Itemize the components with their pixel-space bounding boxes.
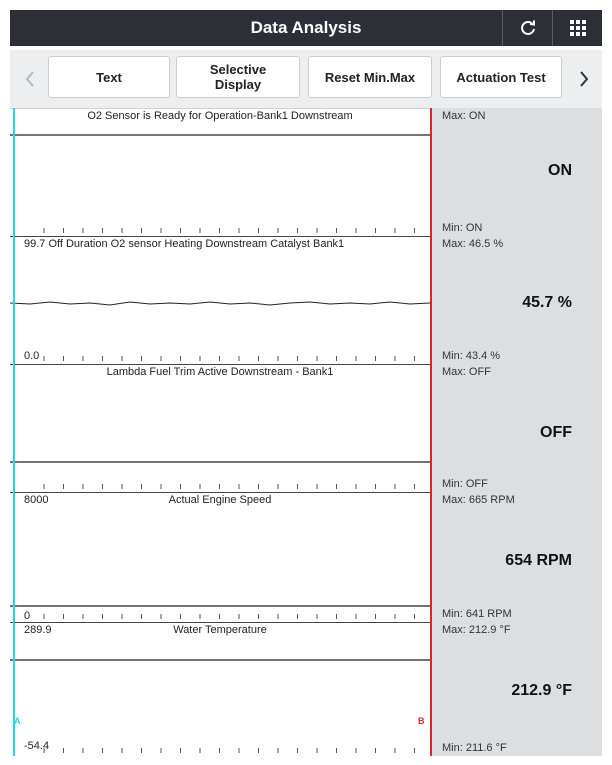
tick-marks [44,748,415,753]
scale-min: 0 [24,610,31,622]
actuation-test-button-label: Actuation Test [456,69,546,85]
graph-area[interactable] [10,622,430,756]
min-value: Min: 43.4 % [442,350,501,362]
reset-min-max-button-label: Reset Min.Max [324,69,416,85]
graph-plot [10,364,430,492]
scale-max: 289.9 [24,624,52,636]
current-value: 45.7 % [522,294,572,311]
graph-plot [10,492,430,622]
chevron-left-icon [24,70,36,88]
min-value: Min: ON [442,222,483,234]
app-header [10,10,602,46]
scale-min: 0.0 [24,350,40,362]
text-button[interactable] [48,56,170,98]
max-value: Max: ON [442,110,486,122]
min-value: Min: OFF [442,478,488,490]
current-value: OFF [540,424,572,441]
min-value: Min: 211.6 °F [442,742,507,754]
panel-title: Water Temperature [173,624,267,636]
value-sidebar [430,364,602,492]
min-value: Min: 641 RPM [442,608,512,620]
panel-title: Actual Engine Speed [168,494,272,506]
value-sidebar [430,236,602,364]
toolbar [10,50,602,109]
max-value: Max: 212.9 °F [442,624,511,636]
max-value: Max: 46.5 % [442,238,504,250]
graph-area[interactable] [10,364,430,492]
refresh-icon [518,18,538,38]
selective-display-button-label: Selective Display [209,62,267,92]
grid-icon [569,19,587,37]
panel-title: O2 Sensor is Ready for Operation-Bank1 Downstream [87,110,353,122]
scale-max: 8000 [24,494,49,506]
current-value: 212.9 °F [511,682,572,699]
panel-title: 99.7 Off Duration O2 sensor Heating Downstream Catalyst Bank1 [24,238,345,250]
current-value: ON [548,162,572,179]
scale-min: -54.4 [24,740,50,752]
graph-panel-water-temperature [10,622,602,756]
current-value: 654 RPM [505,552,572,569]
panel-title: Lambda Fuel Trim Active Downstream - Bank1 [106,366,334,378]
tick-marks [44,484,415,489]
value-sidebar [430,108,602,236]
max-value: Max: OFF [442,366,491,378]
tick-marks [44,614,415,619]
cursor-a-label: A [14,716,21,726]
reset-min-max-button[interactable] [308,56,432,98]
grid-menu-button[interactable] [552,10,603,46]
scroll-left-button[interactable] [18,64,42,94]
graph-plot [10,622,430,756]
graph-panel-lambda-fuel-trim [10,364,602,493]
graph-panel-engine-speed [10,492,602,623]
graph-area[interactable] [10,236,430,364]
graph-panel-o2-heating-off-duration [10,236,602,365]
refresh-button[interactable] [502,10,553,46]
graph-area[interactable] [10,108,430,236]
actuation-test-button[interactable] [440,56,562,98]
graph-plot [10,108,430,236]
scroll-right-button[interactable] [572,64,596,94]
signal-line [10,302,430,305]
value-sidebar [430,492,602,622]
graph-area[interactable] [10,492,430,622]
cursor-a-line[interactable] [13,108,15,756]
value-sidebar [430,622,602,756]
text-button-label: Text [96,69,122,85]
chevron-right-icon [578,70,590,88]
graph-panel-o2-sensor-ready [10,108,602,237]
selective-display-button[interactable] [176,56,300,98]
tick-marks [44,228,415,233]
graph-plot [10,236,430,364]
page-title: Data Analysis [250,18,362,37]
max-value: Max: 665 RPM [442,494,515,506]
cursor-b-label: B [418,716,425,726]
tick-marks [44,356,415,361]
